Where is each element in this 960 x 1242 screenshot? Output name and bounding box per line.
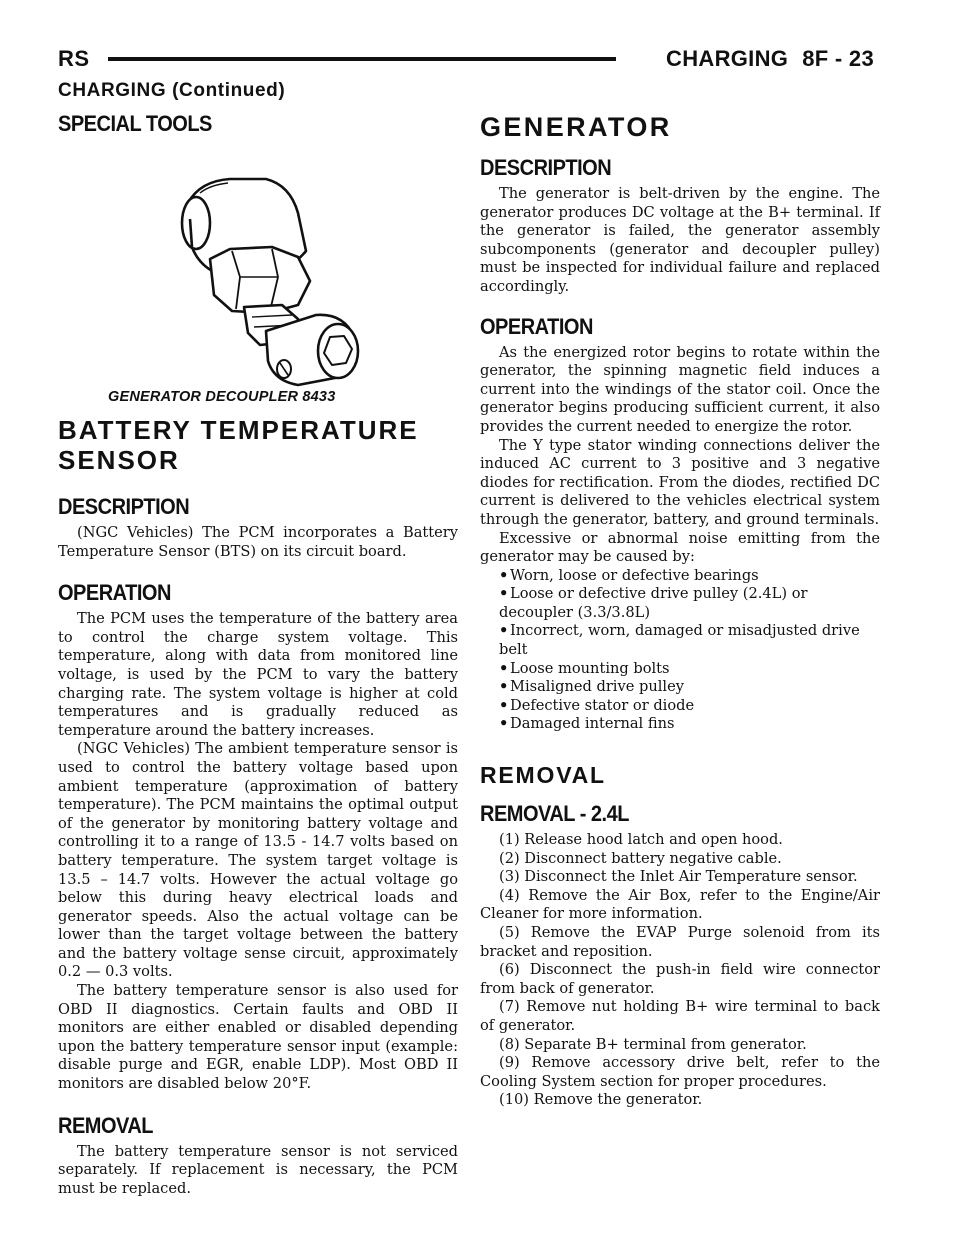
page-header (58, 46, 874, 74)
generator-operation-para-3: Excessive or abnormal noise emitting from the generator may be caused by: (480, 529, 880, 566)
bts-removal-heading: REMOVAL (58, 1113, 154, 1139)
removal-step: (9) Remove accessory drive belt, refer to the Cooling System section for proper procedures. (480, 1054, 880, 1090)
removal-steps (480, 831, 880, 1110)
removal-step: (4) Remove the Air Box, refer to the Engine/Air Cleaner for more information. (480, 886, 880, 923)
left-column (58, 112, 458, 1198)
bts-operation-para-2: (NGC Vehicles) The ambient temperature sensor is used to control the battery voltage based upon ambient temperature (approximation of battery temperature). The PCM maintains the optimal output of the generator by monitoring battery voltage and controlling it to a range of 13.5 - 14.7 volts based on battery temperature. The system target voltage is 13.5 – 14.7 volts. However the actual voltage go below this during heavy electrical loads and generator speeds. Also the actual voltage can be lower than the target voltage between the battery and the battery voltage sense circuit, approximately 0.2 — 0.3 volts. (58, 740, 458, 981)
list-item: • Misaligned drive pulley (499, 678, 684, 696)
noise-causes-list (480, 567, 880, 734)
list-item: • Loose or defective drive pulley (2.4L) or decoupler (3.3/3.8L) (499, 585, 808, 621)
figure-caption: GENERATOR DECOUPLER 8433 (108, 389, 336, 405)
list-item: • Damaged internal fins (499, 715, 675, 733)
header-model-code: RS (58, 46, 90, 71)
bts-operation-para-3: The battery temperature sensor is also used for OBD II diagnostics. Certain faults and OBD II monitors are either enabled or disabled depending upon the battery temperature sensor input (example: disable purge and EGR, enable LDP). Most OBD II monitors are disabled below 20°F. (58, 982, 458, 1093)
bts-operation-para-1: The PCM uses the temperature of the battery area to control the charge system voltage. This temperature, along with data from monitored line voltage, is used by the PCM to vary the battery charging rate. The system voltage is higher at cold temperatures and is gradually reduced as temperature around the battery increases. (58, 610, 458, 739)
bts-operation-heading: OPERATION (58, 581, 171, 606)
generator-description-heading: DESCRIPTION (480, 156, 612, 181)
list-item: • Loose mounting bolts (499, 659, 670, 677)
generator-removal-title: REMOVAL (480, 762, 606, 789)
decoupler-tool-figure (58, 135, 458, 407)
generator-title: GENERATOR (480, 112, 672, 142)
list-item: • Defective stator or diode (499, 696, 695, 714)
generator-operation-para-1: As the energized rotor begins to rotate within the generator, the spinning magnetic field induces a current into the windings of the stator coil. Once the generator begins producing sufficient current, it also provides the current needed to energize the rotor. (480, 343, 880, 435)
continued-heading: CHARGING (Continued) (58, 80, 286, 101)
bts-title-line1: BATTERY TEMPERATURE (58, 415, 419, 445)
right-column (480, 112, 880, 1110)
generator-operation-heading: OPERATION (480, 314, 593, 340)
tool-hex-nut (210, 247, 310, 313)
removal-step: (2) Disconnect battery negative cable. (499, 849, 782, 867)
bts-removal-text: The battery temperature sensor is not serviced separately. If replacement is necessary, the PCM must be replaced. (58, 1142, 458, 1197)
generator-description-text: The generator is belt-driven by the engine. The generator produces DC voltage at the B+ terminal. If the generator is failed, the generator assembly subcomponents (generator and decoupler pulley) must be inspected for individual failure and replaced accordingly. (480, 185, 880, 295)
decoupler-tool-illustration (148, 173, 378, 388)
header-page-number: 8F - 23 (802, 46, 874, 71)
removal-step: (6) Disconnect the push-in field wire connector from back of generator. (480, 961, 880, 997)
removal-step: (1) Release hood latch and open hood. (499, 831, 783, 849)
removal-step: (5) Remove the EVAP Purge solenoid from its bracket and reposition. (480, 924, 880, 960)
removal-step: (7) Remove nut holding B+ wire terminal to back of generator. (480, 998, 880, 1034)
removal-24l-heading: REMOVAL - 2.4L (480, 802, 629, 827)
header-rule (108, 57, 616, 61)
bts-title-line2: SENSOR (58, 445, 180, 475)
generator-operation-para-2: The Y type stator winding connections deliver the induced AC current to 3 positive and 3 negative diodes for rectification. From the diodes, rectified DC current is delivered to the vehicles electrical system through the generator, battery, and ground terminals. (480, 436, 880, 528)
tool-hex-socket (324, 336, 352, 365)
removal-step: (3) Disconnect the Inlet Air Temperature sensor. (499, 868, 858, 886)
removal-step: (10) Remove the generator. (499, 1091, 703, 1109)
header-section-title: CHARGING (666, 46, 789, 71)
header-section-page (666, 46, 874, 72)
special-tools-heading: SPECIAL TOOLS (58, 112, 212, 137)
bts-description-heading: DESCRIPTION (58, 495, 190, 520)
list-item: • Worn, loose or defective bearings (499, 566, 759, 584)
bts-description-text: (NGC Vehicles) The PCM incorporates a Battery Temperature Sensor (BTS) on its circuit board. (58, 524, 458, 560)
list-item: • Incorrect, worn, damaged or misadjusted drive belt (499, 622, 860, 659)
removal-step: (8) Separate B+ terminal from generator. (499, 1035, 807, 1053)
